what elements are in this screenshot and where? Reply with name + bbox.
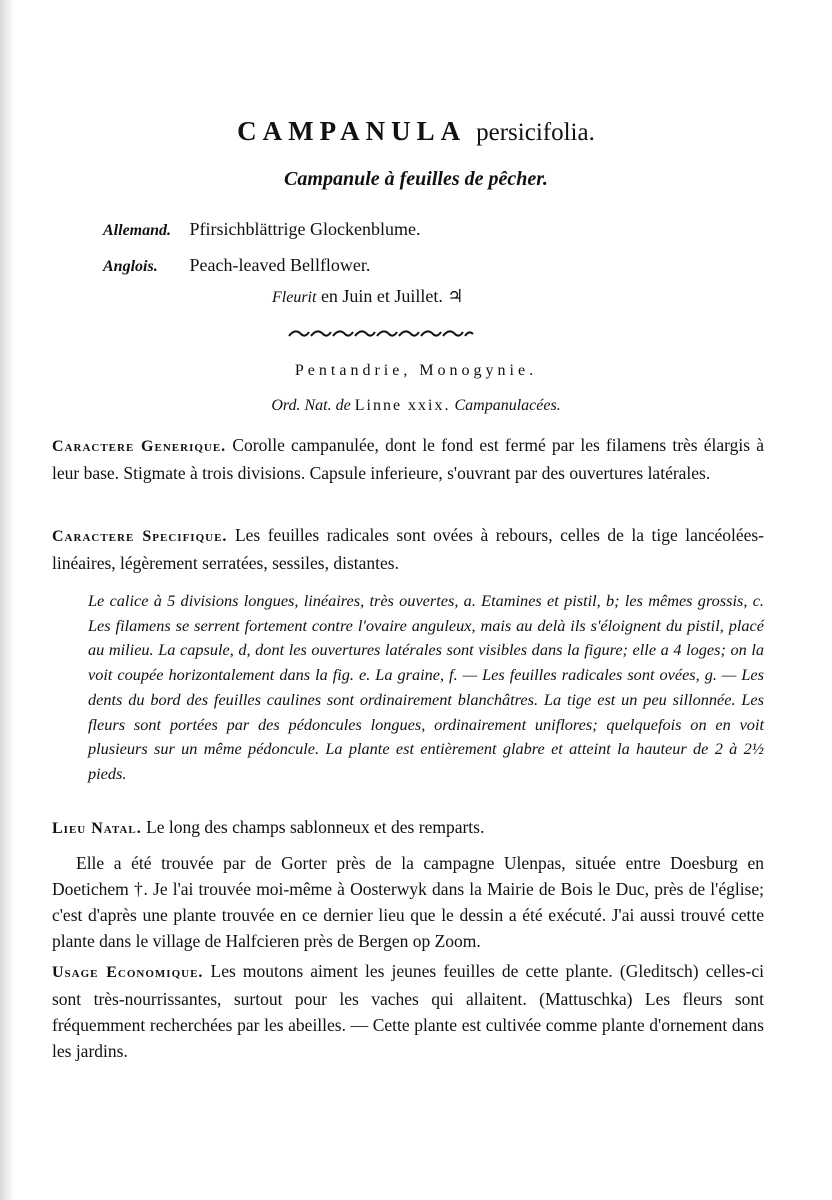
perennial-symbol: ♃ bbox=[447, 286, 464, 306]
section-label: Usage Economique. bbox=[52, 964, 204, 981]
section-label: Caractere Generique. bbox=[52, 438, 227, 455]
description-paragraph: Le calice à 5 divisions longues, linéaires, très ouvertes, a. Etamines et pistil, b; les mêmes grossis, c. Les filamens se serrent fortement contre l'ovaire anguleux, mais au delà ils s'éloignent du pistil, placé au milieu. La capsule, d, dont les ouvertures latérales sont visibles dans la figure; elle a 4 loges; on la voit coupée horizontalement dans la fig. e. La graine, f. — Les feuilles radicales sont ovées, g. — Les dents du bord des feuilles caulines sont ordinairement blanchâtres. La tige est un peu sillonnée. Les fleurs sont portées par des pédoncules longues, ordinairement uniflores; quelquefois on en voit plusieurs sur un même pédoncule. La plante est entièrement glabre et atteint la hauteur de 2 à 2½ pieds. bbox=[88, 591, 764, 783]
genus-name: CAMPANULA bbox=[237, 116, 467, 146]
ord-family: Campanulacées. bbox=[454, 397, 561, 414]
common-name-german bbox=[103, 219, 420, 240]
common-name-text: Pfirsichblättrige Glockenblume. bbox=[189, 219, 421, 239]
natural-order-line bbox=[0, 397, 832, 415]
french-common-name: Campanule à feuilles de pêcher. bbox=[284, 168, 548, 190]
section-label: Caractere Specifique. bbox=[52, 528, 228, 545]
ord-prefix: Ord. Nat. de bbox=[271, 397, 351, 414]
species-name: persicifolia. bbox=[476, 119, 595, 146]
section-text: Les moutons aiment les jeunes feuilles de cette plante. (Gleditsch) celles-ci sont très-nourrissantes, surtout pour les vaches qui allaitent. (Mattuschka) Les fleurs sont fréquemment recherchées par les abeilles. — Cette plante est cultivée comme plante d'ornement dans les jardins. bbox=[52, 961, 765, 1061]
generic-character-paragraph bbox=[52, 432, 764, 486]
flowering-label: Fleurit bbox=[272, 289, 317, 306]
locality-paragraph: Elle a été trouvée par de Gorter près de la campagne Ulenpas, située entre Doesburg en Doetichem †. Je l'ai trouvée moi-même à Oosterwyk dans la Mairie de Bois le Duc, près de l'église; c'est d'après une plante trouvée en ce dernier lieu que le dessin a été exécuté. J'ai aussi trouvé cette plante dans le village de Halfcieren près de Bergen op Zoom. bbox=[52, 853, 764, 951]
section-text: Corolle campanulée, dont le fond est fermé par les filamens très élargis à leur base. Stigmate à trois divisions. Capsule inferieure, s'ouvrant par des ouvertures latérales. bbox=[52, 435, 764, 483]
page-title bbox=[0, 116, 832, 147]
habitat-paragraph bbox=[52, 814, 764, 842]
flowering-line bbox=[272, 286, 464, 307]
section-text: Le long des champs sablonneux et des remparts. bbox=[146, 817, 485, 837]
ord-linne: Linne xxix. bbox=[354, 397, 451, 414]
language-label: Allemand. bbox=[103, 222, 172, 239]
language-label: Anglois. bbox=[103, 258, 158, 275]
section-text: Les feuilles radicales sont ovées à rebours, celles de la tige lancéolées-linéaires, légèrement serratées, sessiles, distantes. bbox=[52, 525, 765, 573]
section-label: Lieu Natal. bbox=[52, 820, 142, 837]
decorative-ornament-divider bbox=[287, 326, 475, 340]
flowering-text: en Juin et Juillet. bbox=[320, 286, 443, 306]
specific-character-paragraph bbox=[52, 522, 764, 576]
common-name-text: Peach-leaved Bellflower. bbox=[189, 255, 371, 275]
economic-usage-paragraph bbox=[52, 958, 764, 1064]
linnaean-class: Pentandrie, Monogynie. bbox=[294, 362, 538, 379]
common-name-english bbox=[103, 255, 370, 276]
